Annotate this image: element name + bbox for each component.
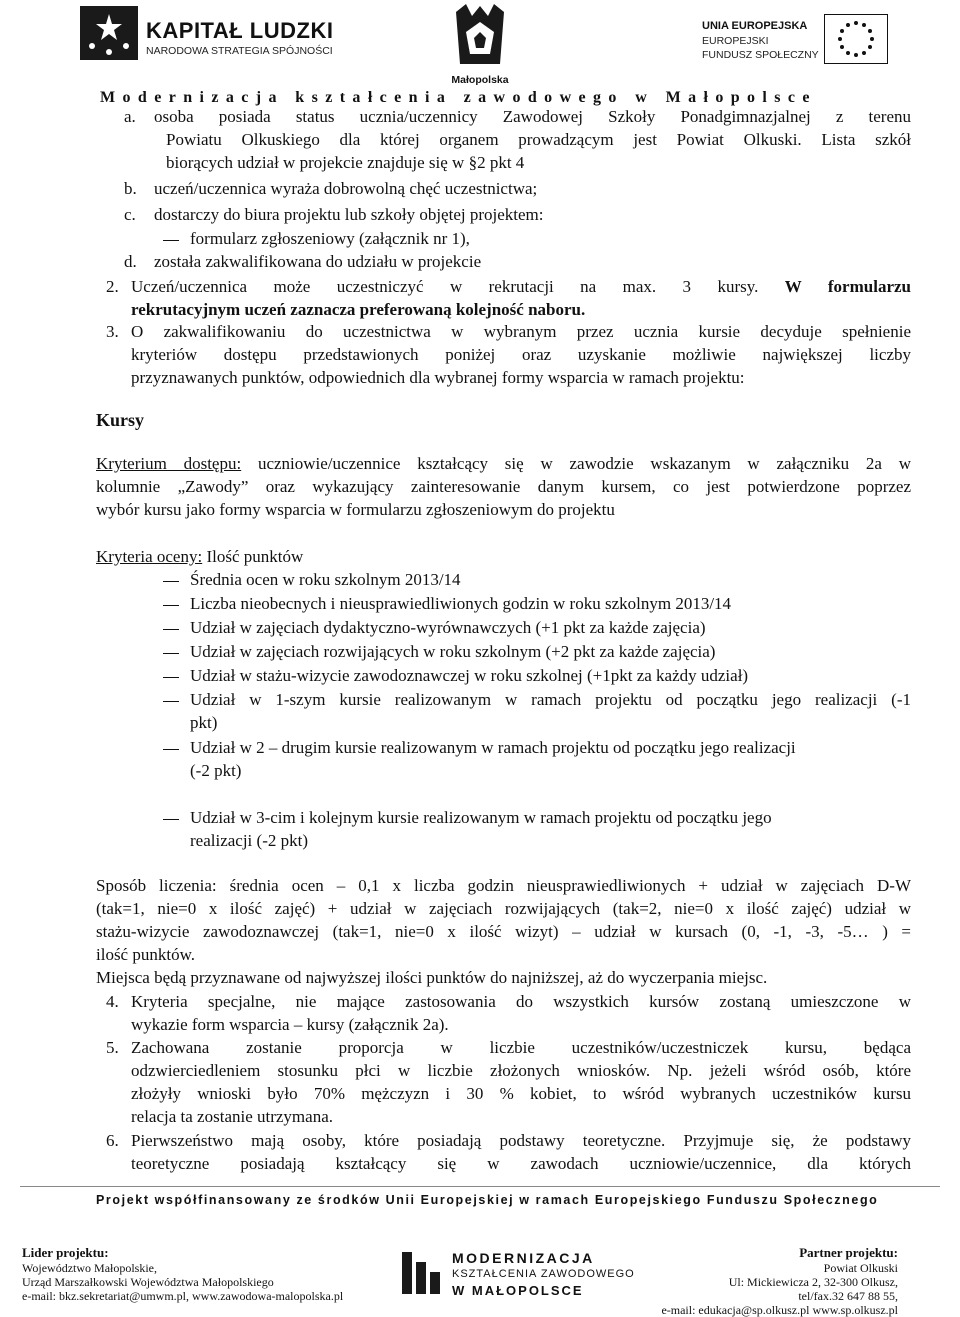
scoring-method-line4: ilość punktów. xyxy=(96,945,196,964)
partner-line3: tel/fax.32 647 88 55, xyxy=(798,1289,898,1303)
lider-line3[interactable]: e-mail: bkz.sekretariat@umwm.pl, www.zawodowa-malopolska.pl xyxy=(22,1289,344,1303)
criterion-7-line1: Udział w 2 – drugim kursie realizowanym w ramach projektu od początku jego realizacji xyxy=(190,738,796,757)
point-5-number: 5. xyxy=(106,1038,119,1057)
dash-bullet xyxy=(163,819,179,820)
item-c-letter: c. xyxy=(124,205,136,224)
eu-logo xyxy=(702,14,942,74)
point-5-line3: złożyły wnioski było 70% mężczyzn i 30 % kobiet, to wśród wybranych uczestników kursu xyxy=(131,1084,911,1103)
malopolska-emblem-icon xyxy=(450,2,510,72)
item-a-letter: a. xyxy=(124,107,136,126)
point-2-number: 2. xyxy=(106,277,119,296)
point-6-line1: Pierwszeństwo mają osoby, które posiadają podstawy teoretyczne. Przyjmuje się, że podstawy xyxy=(131,1131,911,1150)
footer-divider xyxy=(20,1186,940,1187)
modernizacja-line2: KSZTAŁCENIA ZAWODOWEGO xyxy=(452,1268,635,1280)
footer-tagline: Projekt współfinansowany ze środków Unii Europejskiej w ramach Europejskiego Funduszu Społecznego xyxy=(96,1193,879,1207)
point-5-line4: relacja ta zostanie utrzymana. xyxy=(131,1107,333,1126)
modernizacja-line1: MODERNIZACJA xyxy=(452,1250,595,1266)
item-d-text: została zakwalifikowana do udziału w projekcie xyxy=(154,252,482,271)
criterion-8-line2: realizacji (-2 pkt) xyxy=(190,831,308,850)
point-6-line2: teoretyczne posiadają kształcący się w zawodach uczniowie/uczennice, dla których xyxy=(131,1154,911,1173)
item-c-dash-text: formularz zgłoszeniowy (załącznik nr 1), xyxy=(190,229,470,248)
section-heading-kursy: Kursy xyxy=(96,410,145,430)
partner-label: Partner projektu: xyxy=(799,1245,898,1260)
malopolska-label: Małopolska xyxy=(451,74,509,86)
point-5-line1: Zachowana zostanie proporcja w liczbie uczestników/uczestniczek kursu, będąca xyxy=(131,1038,911,1057)
point-3-line1: O zakwalifikowaniu do uczestnictwa w wybranym przez ucznia kursie decyduje spełnienie xyxy=(131,322,911,341)
criterion-2: Liczba nieobecnych i nieusprawiedliwionych godzin w roku szkolnym 2013/14 xyxy=(190,594,732,613)
criterion-1: Średnia ocen w roku szkolnym 2013/14 xyxy=(190,570,461,589)
point-6-number: 6. xyxy=(106,1131,119,1150)
point-4-line2: wykazie form wsparcia – kursy (załącznik 2a). xyxy=(131,1015,449,1034)
dash-bullet xyxy=(163,749,179,750)
eu-line1: UNIA EUROPEJSKA xyxy=(702,20,808,32)
partner-line4[interactable]: e-mail: edukacja@sp.olkusz.pl www.sp.olkusz.pl xyxy=(661,1303,898,1317)
criterion-6-line2: pkt) xyxy=(190,713,218,732)
dash-bullet xyxy=(163,629,179,630)
lider-line1: Województwo Małopolskie, xyxy=(22,1261,158,1275)
kapital-ludzki-title: KAPITAŁ LUDZKI xyxy=(146,18,334,43)
item-a-line2: Powiatu Olkuskiego dla której organem prowadzącym jest Powiat Olkuski. Lista szkół xyxy=(166,130,911,149)
item-b-letter: b. xyxy=(124,179,137,198)
criterion-7-line2: (-2 pkt) xyxy=(190,761,242,780)
dash-bullet xyxy=(163,701,179,702)
dash-bullet xyxy=(163,605,179,606)
project-tagline: Modernizacja kształcenia zawodowego w Małopolsce xyxy=(100,89,817,106)
item-a-line1: osoba posiada status ucznia/uczennicy Zawodowej Szkoły Ponadgimnazjalnej z terenu xyxy=(154,107,911,126)
criterion-4: Udział w zajęciach rozwijających w roku szkolnym (+2 pkt za każde zajęcia) xyxy=(190,642,716,661)
places-note: Miejsca będą przyznawane od najwyższej ilości punktów do najniższej, aż do wyczerpania miejsc. xyxy=(96,968,768,987)
scoring-method-line2: (tak=1, nie=0 x ilość zajęć) + udział w zajęciach rozwijających (tak=2, nie=0 x ilość zajęć) udział w xyxy=(96,899,911,918)
partner-line2: Ul: Mickiewicza 2, 32-300 Olkusz, xyxy=(728,1275,898,1289)
point-5-line2: odzwierciedleniem stosunku płci w liczbie złożonych wniosków. Np. jeżeli wśród osób, które xyxy=(131,1061,911,1080)
point-4-number: 4. xyxy=(106,992,119,1011)
dash-bullet xyxy=(163,677,179,678)
point-3-number: 3. xyxy=(106,322,119,341)
point-2-line2: rekrutacyjnym uczeń zaznacza preferowaną kolejność naboru. xyxy=(131,300,586,319)
scoring-method-line3: stażu-wizycie zawodoznawczej (tak=1, nie=0 x ilość wizyt) – udział w kursach (0, -1, -3, -5… ) = xyxy=(96,922,911,941)
item-b-text: uczeń/uczennica wyraża dobrowolną chęć uczestnictwa; xyxy=(154,179,538,198)
criterion-3: Udział w zajęciach dydaktyczno-wyrównawczych (+1 pkt za każde zajęcia) xyxy=(190,618,706,637)
dash-bullet xyxy=(163,240,179,241)
kapital-ludzki-emblem-icon xyxy=(80,6,138,60)
eu-line2: EUROPEJSKI xyxy=(702,35,769,47)
item-d-letter: d. xyxy=(124,252,137,271)
kapital-ludzki-subtitle: NARODOWA STRATEGIA SPÓJNOŚCI xyxy=(146,45,333,57)
criterion-8-line1: Udział w 3-cim i kolejnym kursie realizowanym w ramach projektu od początku jego xyxy=(190,808,772,827)
malopolska-logo xyxy=(432,2,528,88)
point-3-line3: przyznawanych punktów, odpowiednich dla wybranej formy wsparcia w ramach projektu: xyxy=(131,368,745,387)
access-criterion-line2: kolumnie „Zawody” oraz wykazujący zainteresowanie danym kursem, co jest potwierdzone poprzez xyxy=(96,477,911,496)
kapital-ludzki-logo xyxy=(20,4,334,80)
criterion-5: Udział w stażu-wizycie zawodoznawczej w roku szkolnej (+1pkt za każdy udział) xyxy=(190,666,749,685)
lider-label: Lider projektu: xyxy=(22,1245,109,1260)
modernizacja-emblem-icon xyxy=(400,1248,446,1298)
lider-line2: Urząd Marszałkowski Województwa Małopolskiego xyxy=(22,1275,274,1289)
modernizacja-logo xyxy=(396,1242,635,1306)
dash-bullet xyxy=(163,653,179,654)
eu-flag-icon xyxy=(824,14,888,64)
access-criterion-line3: wybór kursu jako formy wsparcia w formularzu zgłoszeniowym do projektu xyxy=(96,500,615,519)
criterion-6-line1: Udział w 1-szym kursie realizowanym w ramach projektu od początku jego realizacji (-1 xyxy=(190,690,911,709)
modernizacja-line3: W MAŁOPOLSCE xyxy=(452,1283,584,1298)
point-2-line1: Uczeń/uczennica może uczestniczyć w rekrutacji na max. 3 kursy. W formularzu xyxy=(131,277,911,296)
point-4-line1: Kryteria specjalne, nie mające zastosowania do wszystkich kursów zostaną umieszczone w xyxy=(131,992,911,1011)
access-criterion-line1: Kryterium dostępu: uczniowie/uczennice kształcący się w zawodzie wskazanym w załączniku 2a w xyxy=(96,454,911,473)
dash-bullet xyxy=(163,581,179,582)
item-a-line3: biorących udział w projekcie znajduje się w §2 pkt 4 xyxy=(166,153,525,172)
evaluation-criteria-heading: Kryteria oceny: Ilość punktów xyxy=(96,547,304,566)
partner-line1: Powiat Olkuski xyxy=(823,1261,898,1275)
point-3-line2: kryteriów dostępu przedstawionych poniżej oraz uzyskanie możliwie największej liczby xyxy=(131,345,911,364)
eu-line3: FUNDUSZ SPOŁECZNY xyxy=(702,49,819,61)
item-c-text: dostarczy do biura projektu lub szkoły objętej projektem: xyxy=(154,205,544,224)
scoring-method-line1: Sposób liczenia: średnia ocen – 0,1 x liczba godzin nieusprawiedliwionych + udział w zajęciach D-W xyxy=(96,876,911,895)
